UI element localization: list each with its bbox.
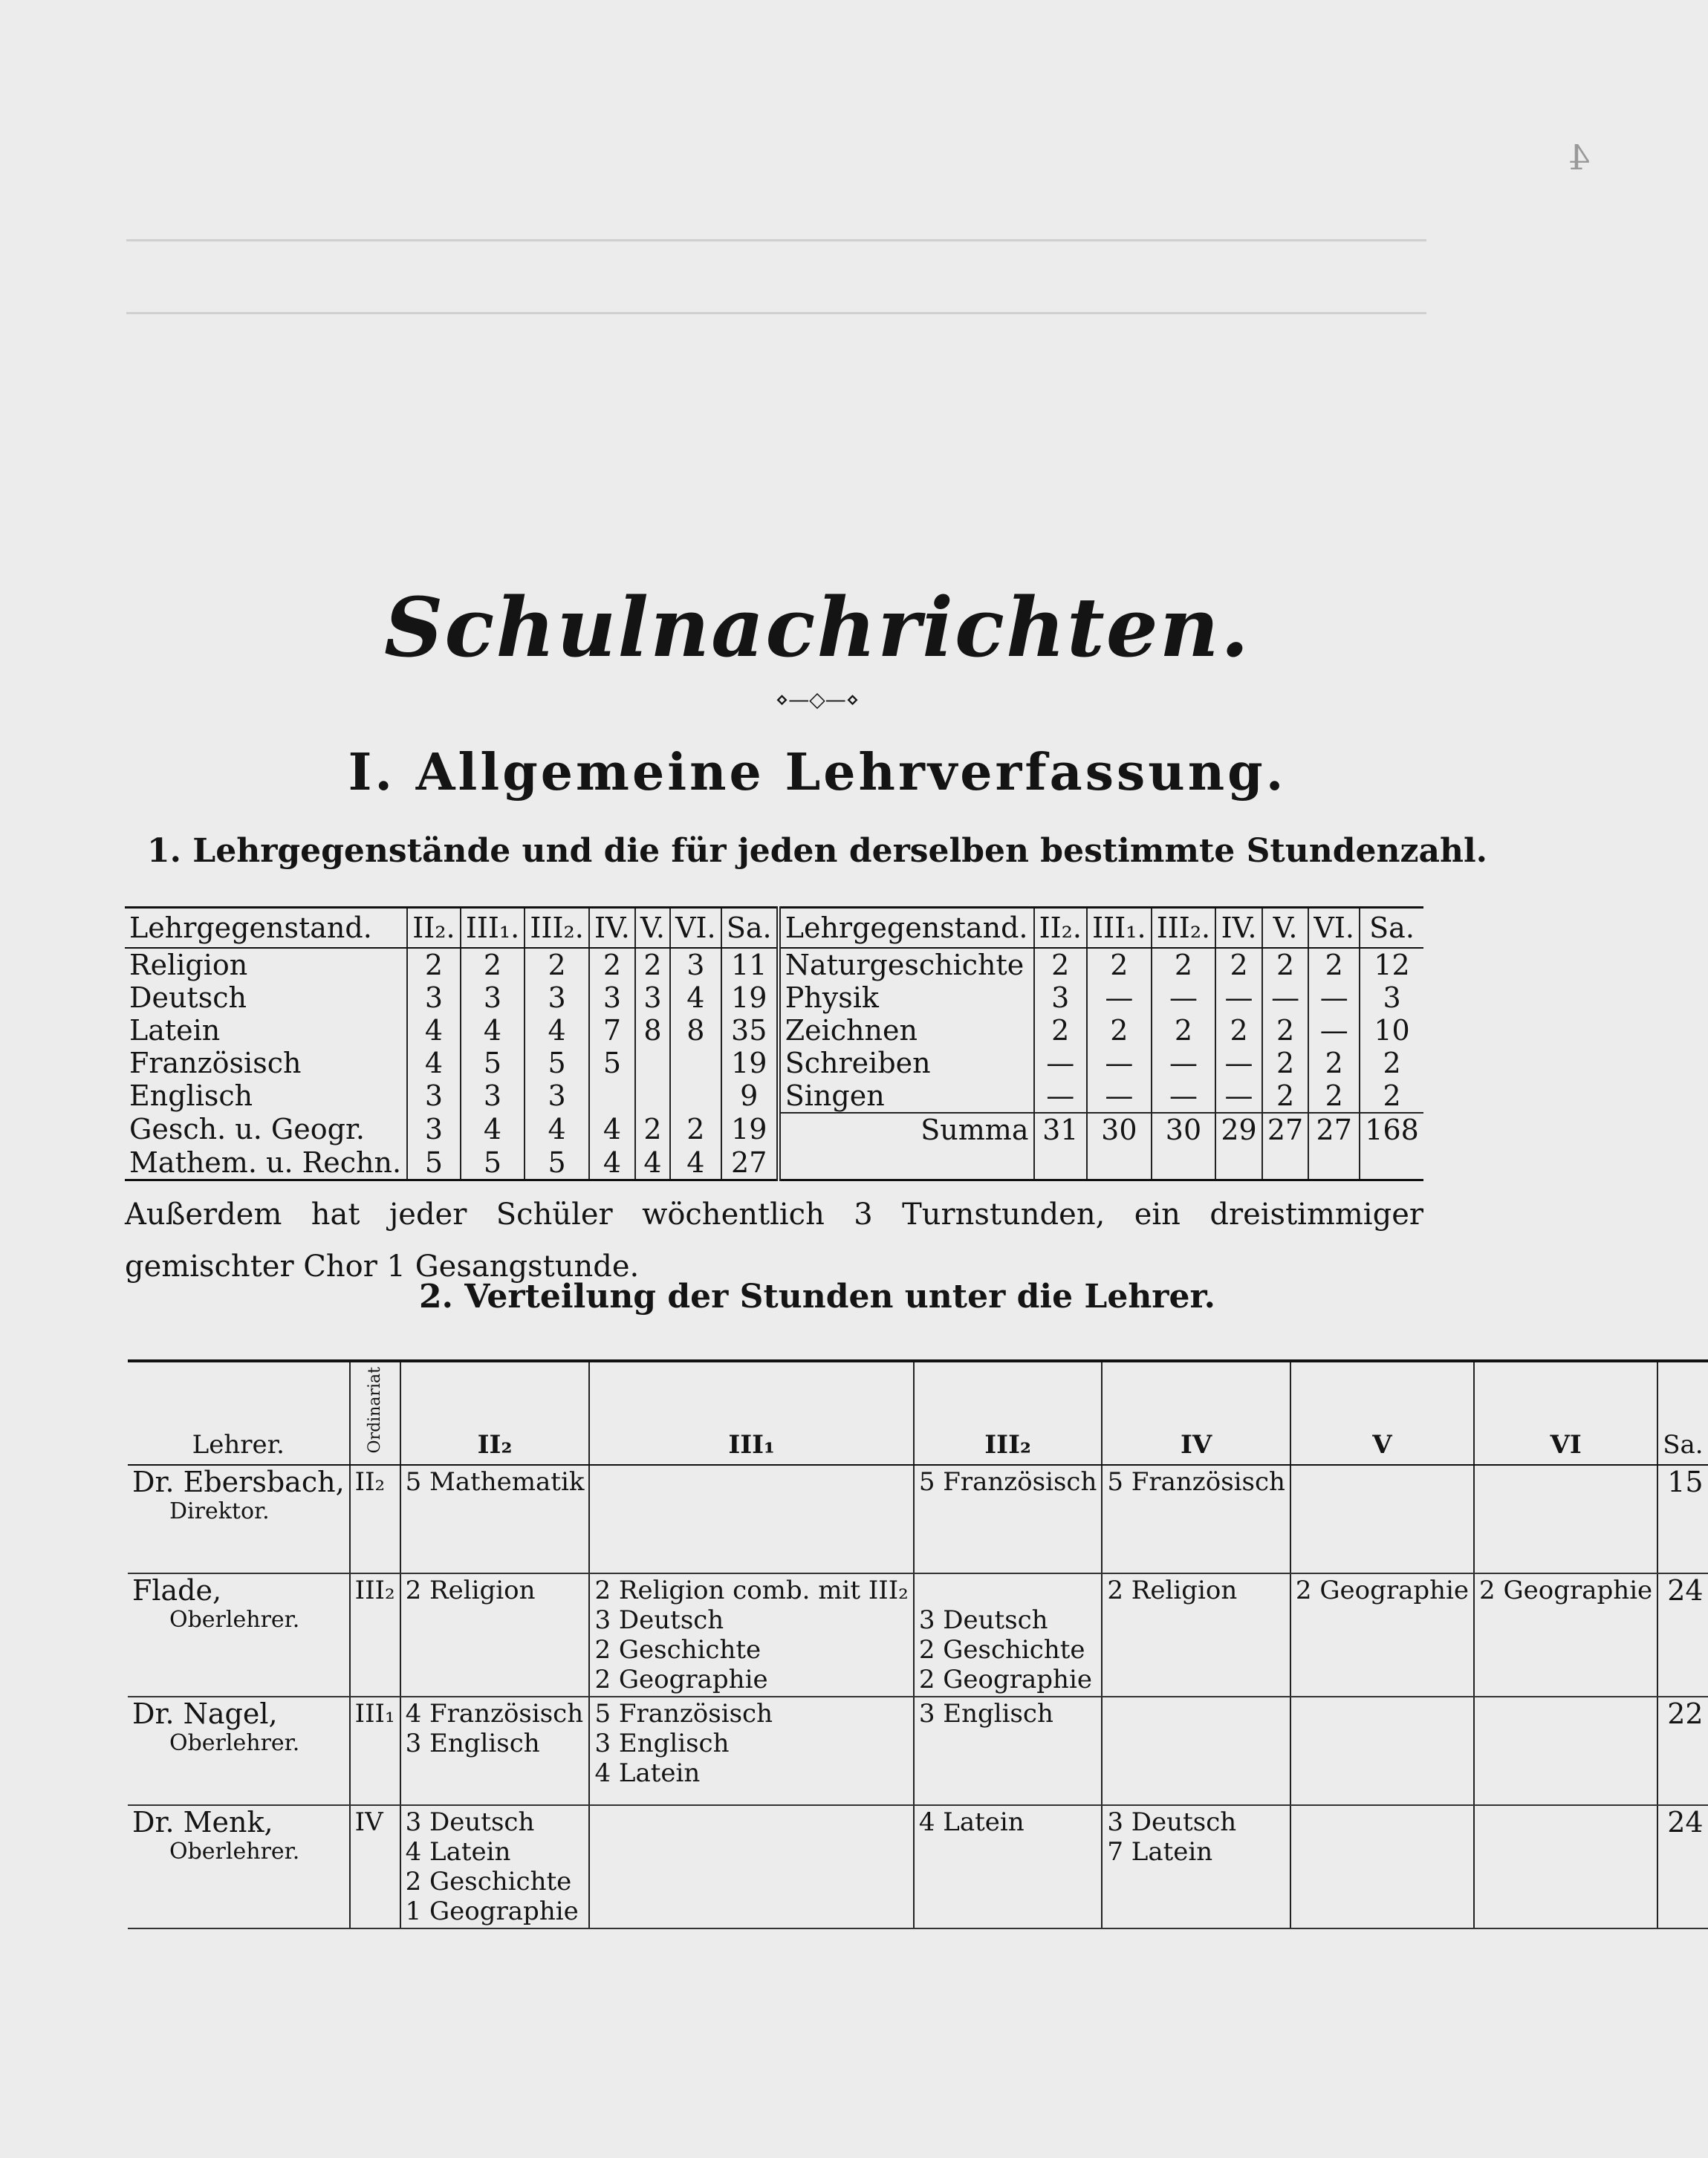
hours-cell: — xyxy=(1308,1014,1360,1047)
table-row xyxy=(125,1079,1423,1113)
class-hours-cell xyxy=(1290,1465,1474,1573)
subject-cell xyxy=(779,1146,1034,1180)
subject-cell: Gesch. u. Geogr. xyxy=(129,1113,366,1145)
subject-cell: Singen xyxy=(779,1079,1034,1113)
bleed-rule-top xyxy=(126,239,1426,241)
hours-cell: 2 xyxy=(1087,948,1152,981)
class-hours-cell: 5 Französisch xyxy=(914,1465,1103,1573)
class-hours-cell xyxy=(589,1805,913,1928)
hours-cell: 10 xyxy=(1360,1014,1423,1047)
hours-cell: 4 xyxy=(407,1014,461,1047)
hours-cell: 5 xyxy=(461,1146,525,1180)
class-hours-cell xyxy=(589,1465,913,1573)
teacher-title: Oberlehrer. xyxy=(169,1839,300,1865)
hours-cell: 35 xyxy=(721,1014,779,1047)
hours-cell: 4 xyxy=(589,1146,635,1180)
teacher-name: Dr. Menk, xyxy=(132,1806,273,1839)
subject-cell: Physik xyxy=(779,981,1034,1014)
hours-cell: 4 xyxy=(670,981,721,1014)
col-header: II₂. xyxy=(1034,908,1088,949)
teacher-cell xyxy=(128,1573,350,1697)
hours-cell: 4 xyxy=(670,1146,721,1180)
hours-cell xyxy=(670,1079,721,1113)
table-row xyxy=(125,1014,1423,1047)
col-header: Ordinariat xyxy=(350,1361,400,1465)
hours-cell: 8 xyxy=(635,1014,670,1047)
hours-cell xyxy=(1215,1146,1262,1180)
hours-cell: 3 xyxy=(525,981,589,1014)
teacher-title: Direktor. xyxy=(169,1498,270,1525)
col-header: III₂ xyxy=(914,1361,1103,1465)
subject-cell: Naturgeschichte xyxy=(779,948,1034,981)
hours-cell: 8 xyxy=(670,1014,721,1047)
hours-cell: 5 xyxy=(461,1047,525,1079)
hours-cell: — xyxy=(1262,981,1309,1014)
hours-cell: 2 xyxy=(1215,948,1262,981)
class-hours-cell: 3 Deutsch 2 Geschichte 2 Geographie xyxy=(914,1573,1103,1697)
class-hours-cell xyxy=(1102,1697,1290,1805)
hours-cell: 3 xyxy=(1034,981,1088,1014)
hours-cell: 2 xyxy=(1360,1079,1423,1113)
teacher-row xyxy=(128,1805,1708,1928)
hours-cell: 2 xyxy=(1262,1047,1309,1079)
hours-cell: — xyxy=(1152,1047,1216,1079)
sum-cell: 15 xyxy=(1657,1465,1707,1573)
hours-cell: 3 xyxy=(407,1079,461,1113)
class-hours-cell: 2 Religion comb. mit III₂ 3 Deutsch 2 Geschichte 2 Geographie xyxy=(589,1573,913,1697)
hours-cell xyxy=(670,1047,721,1079)
page-title: Schulnachrichten. xyxy=(383,579,1251,675)
table-row xyxy=(125,1047,1423,1079)
ordinariat-cell: III₂ xyxy=(350,1573,400,1697)
subject-cell: Latein xyxy=(129,1014,221,1047)
teacher-row xyxy=(128,1573,1708,1697)
hours-cell: 2 xyxy=(1152,948,1216,981)
bleed-text xyxy=(134,253,1412,297)
teacher-cell xyxy=(128,1805,350,1928)
teacher-title: Oberlehrer. xyxy=(169,1607,300,1634)
class-hours-cell: 3 Deutsch 7 Latein xyxy=(1102,1805,1290,1928)
hours-cell: 5 xyxy=(589,1047,635,1079)
hours-cell: 2 xyxy=(589,948,635,981)
hours-cell: 19 xyxy=(721,981,779,1014)
page-number: 4 xyxy=(1568,137,1590,178)
lessons-table xyxy=(125,906,1423,1181)
col-header: II₂ xyxy=(400,1361,590,1465)
hours-cell: 2 xyxy=(1262,948,1309,981)
col-header: Sa. xyxy=(1657,1361,1707,1465)
class-hours-cell xyxy=(1290,1805,1474,1928)
hours-cell: 11 xyxy=(721,948,779,981)
table-row xyxy=(125,1146,1423,1180)
turn-note: Außerdem hat jeder Schüler wöchentlich 3 Turnstunden, ein dreistimmiger gemischter Chor 1 Gesangstunde. xyxy=(125,1197,1423,1284)
teachers-heading: 2. Verteilung der Stunden unter die Lehrer. xyxy=(419,1278,1215,1316)
hours-cell: 5 xyxy=(525,1047,589,1079)
col-header: VI. xyxy=(1308,908,1360,949)
hours-cell: 7 xyxy=(589,1014,635,1047)
class-hours-cell: 2 Religion xyxy=(1102,1573,1290,1697)
ordinariat-cell: IV xyxy=(350,1805,400,1928)
col-header: III₁. xyxy=(461,908,525,949)
class-hours-cell: 4 Französisch 3 Englisch xyxy=(400,1697,590,1805)
class-hours-cell: 3 Deutsch 4 Latein 2 Geschichte 1 Geographie xyxy=(400,1805,590,1928)
sum-cell: 22 xyxy=(1657,1697,1707,1805)
hours-cell: 2 xyxy=(461,948,525,981)
hours-cell: 3 xyxy=(525,1079,589,1113)
hours-cell: 4 xyxy=(635,1146,670,1180)
subject-cell: Mathem. u. Rechn. xyxy=(129,1146,402,1179)
subject-cell: Zeichnen xyxy=(779,1014,1034,1047)
sum-cell: 24 xyxy=(1657,1805,1707,1928)
col-header: IV. xyxy=(589,908,635,949)
total-cell: 27 xyxy=(1262,1113,1309,1146)
hours-cell: 3 xyxy=(670,948,721,981)
col-header: II₂. xyxy=(407,908,461,949)
hours-cell: 4 xyxy=(461,1014,525,1047)
col-header: IV. xyxy=(1215,908,1262,949)
col-header: VI. xyxy=(670,908,721,949)
hours-cell: 2 xyxy=(635,1113,670,1146)
hours-cell: — xyxy=(1215,1079,1262,1113)
hours-cell: 3 xyxy=(635,981,670,1014)
teacher-name: Dr. Nagel, xyxy=(132,1697,278,1731)
hours-cell xyxy=(635,1079,670,1113)
total-cell: 29 xyxy=(1215,1113,1262,1146)
hours-cell: 3 xyxy=(1360,981,1423,1014)
teacher-row xyxy=(128,1465,1708,1573)
hours-cell: 2 xyxy=(407,948,461,981)
hours-cell: 2 xyxy=(1034,948,1088,981)
hours-cell: 19 xyxy=(721,1047,779,1079)
col-header: Lehrgegenstand. xyxy=(779,908,1034,949)
total-label: Summa xyxy=(779,1113,1034,1146)
total-cell: 31 xyxy=(1034,1113,1088,1146)
col-header: V. xyxy=(1262,908,1309,949)
lessons-heading: 1. Lehrgegenstände und die für jeden derselben bestimmte Stundenzahl. xyxy=(147,832,1487,870)
hours-cell: 2 xyxy=(1215,1014,1262,1047)
hours-cell: 3 xyxy=(461,1079,525,1113)
class-hours-cell: 2 Geographie xyxy=(1290,1573,1474,1697)
hours-cell: — xyxy=(1152,981,1216,1014)
hours-cell: — xyxy=(1308,981,1360,1014)
class-hours-cell: 5 Mathematik xyxy=(400,1465,590,1573)
col-header: III₂. xyxy=(1152,908,1216,949)
teacher-cell xyxy=(128,1465,350,1573)
class-hours-cell: 5 Französisch xyxy=(1102,1465,1290,1573)
class-hours-cell: 3 Englisch xyxy=(914,1697,1103,1805)
hours-cell: 2 xyxy=(1087,1014,1152,1047)
subject-cell: Englisch xyxy=(129,1079,253,1112)
hours-cell: 2 xyxy=(1262,1014,1309,1047)
hours-cell: 3 xyxy=(461,981,525,1014)
col-header: VI xyxy=(1474,1361,1657,1465)
subject-cell: Französisch xyxy=(129,1047,302,1079)
col-header: V xyxy=(1290,1361,1474,1465)
ordinariat-cell: III₁ xyxy=(350,1697,400,1805)
hours-cell: 9 xyxy=(721,1079,779,1113)
hours-cell: 2 xyxy=(1360,1047,1423,1079)
hours-cell: 3 xyxy=(589,981,635,1014)
hours-cell: 4 xyxy=(407,1047,461,1079)
class-hours-cell: 2 Religion xyxy=(400,1573,590,1697)
hours-cell xyxy=(1087,1146,1152,1180)
hours-cell: 4 xyxy=(525,1113,589,1146)
total-cell: 168 xyxy=(1360,1113,1423,1146)
teacher-row xyxy=(128,1697,1708,1805)
col-header: Lehrer. xyxy=(128,1361,350,1465)
hours-cell: 4 xyxy=(589,1113,635,1146)
hours-cell xyxy=(1360,1146,1423,1180)
class-hours-cell xyxy=(1474,1465,1657,1573)
teachers-table xyxy=(128,1359,1708,1929)
total-cell: 27 xyxy=(1308,1113,1360,1146)
col-header: III₂. xyxy=(525,908,589,949)
total-cell: 30 xyxy=(1152,1113,1216,1146)
hours-cell: 27 xyxy=(721,1146,779,1180)
col-header: III₁. xyxy=(1087,908,1152,949)
hours-cell: — xyxy=(1087,981,1152,1014)
hours-cell: — xyxy=(1215,1047,1262,1079)
class-hours-cell xyxy=(1474,1805,1657,1928)
teacher-name: Dr. Ebersbach, xyxy=(132,1466,345,1499)
col-header: V. xyxy=(635,908,670,949)
ordinariat-cell: II₂ xyxy=(350,1465,400,1573)
hours-cell: 2 xyxy=(1308,1079,1360,1113)
teacher-name: Flade, xyxy=(132,1574,222,1608)
hours-cell: 3 xyxy=(407,981,461,1014)
hours-cell xyxy=(1262,1146,1309,1180)
subject-cell: Deutsch xyxy=(129,981,247,1014)
hours-cell: — xyxy=(1152,1079,1216,1113)
subject-cell: Religion xyxy=(129,949,248,981)
hours-cell: — xyxy=(1215,981,1262,1014)
total-cell: 30 xyxy=(1087,1113,1152,1146)
hours-cell: 2 xyxy=(635,948,670,981)
col-header: IV xyxy=(1102,1361,1290,1465)
title-ornament: ⋄—◇—⋄ xyxy=(775,687,860,712)
sum-cell: 24 xyxy=(1657,1573,1707,1697)
hours-cell: 2 xyxy=(1152,1014,1216,1047)
bleed-rule-2 xyxy=(126,312,1426,314)
class-hours-cell: 5 Französisch 3 Englisch 4 Latein xyxy=(589,1697,913,1805)
hours-cell: — xyxy=(1034,1047,1088,1079)
teacher-cell xyxy=(128,1697,350,1805)
subject-cell: Schreiben xyxy=(779,1047,1034,1079)
class-hours-cell xyxy=(1290,1697,1474,1805)
hours-cell: — xyxy=(1087,1047,1152,1079)
class-hours-cell: 4 Latein xyxy=(914,1805,1103,1928)
hours-cell xyxy=(589,1079,635,1113)
class-hours-cell: 2 Geographie xyxy=(1474,1573,1657,1697)
hours-cell: 5 xyxy=(525,1146,589,1180)
hours-cell: 4 xyxy=(525,1014,589,1047)
hours-cell: 2 xyxy=(1034,1014,1088,1047)
table-row xyxy=(125,981,1423,1014)
hours-cell: 12 xyxy=(1360,948,1423,981)
col-header: Lehrgegenstand. xyxy=(125,908,407,949)
hours-cell xyxy=(1152,1146,1216,1180)
hours-cell: — xyxy=(1087,1079,1152,1113)
col-header: III₁ xyxy=(589,1361,913,1465)
col-header: Sa. xyxy=(721,908,779,949)
hours-cell: 2 xyxy=(1308,948,1360,981)
table-row xyxy=(125,948,1423,981)
hours-cell: 2 xyxy=(670,1113,721,1146)
hours-cell xyxy=(1034,1146,1088,1180)
hours-cell xyxy=(635,1047,670,1079)
hours-cell: 5 xyxy=(407,1146,461,1180)
col-header: Sa. xyxy=(1360,908,1423,949)
hours-cell: 3 xyxy=(407,1113,461,1146)
hours-cell: — xyxy=(1034,1079,1088,1113)
hours-cell: 2 xyxy=(1308,1047,1360,1079)
hours-cell: 19 xyxy=(721,1113,779,1146)
hours-cell: 2 xyxy=(525,948,589,981)
teacher-title: Oberlehrer. xyxy=(169,1730,300,1757)
section-title: I. Allgemeine Lehrverfassung. xyxy=(348,743,1287,802)
hours-cell: 2 xyxy=(1262,1079,1309,1113)
hours-cell: 4 xyxy=(461,1113,525,1146)
table-row xyxy=(125,1113,1423,1146)
hours-cell xyxy=(1308,1146,1360,1180)
class-hours-cell xyxy=(1474,1697,1657,1805)
